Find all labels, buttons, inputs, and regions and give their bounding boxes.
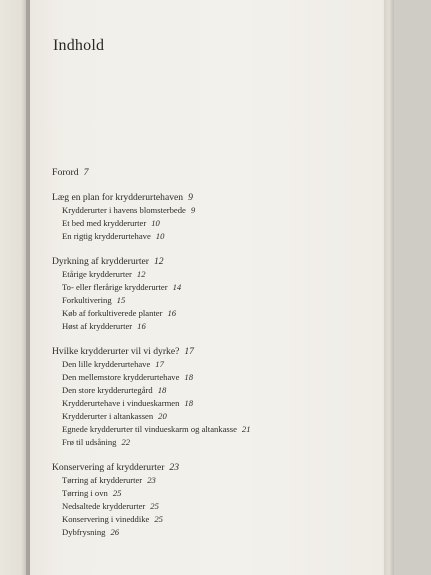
toc-page-number: 25: [112, 488, 122, 498]
toc-entry-label: Køb af forkultiverede planter: [62, 308, 163, 318]
toc-subentry: [52, 230, 384, 243]
toc-subentry: [52, 217, 384, 230]
toc-entry: [52, 255, 384, 268]
toc-subentry: [52, 513, 384, 526]
toc-subentry: [52, 410, 384, 423]
toc-subentry: [52, 204, 384, 217]
toc-entry-label: Hvilke krydderurter vil vi dyrke?: [52, 346, 180, 357]
toc-page-number: 9: [190, 205, 196, 215]
toc-page-number: 7: [83, 167, 89, 178]
toc-page-number: 17: [155, 359, 164, 369]
toc-entry-label: Den store krydderurtegård: [62, 385, 153, 395]
toc-entry-label: Frø til udsåning: [62, 437, 117, 447]
toc-entry-label: Krydderurtehave i vindueskarmen: [62, 398, 180, 408]
toc-page-number: 20: [158, 411, 167, 421]
toc-page-number: 21: [241, 424, 251, 434]
toc-entry-label: Tørring i ovn: [62, 488, 108, 498]
toc-entry-label: Høst af krydderurter: [62, 321, 133, 331]
toc-subentry: [52, 487, 384, 500]
toc-page-number: 26: [110, 527, 120, 537]
toc-page-number: 16: [137, 321, 146, 331]
section-gap: [52, 449, 384, 461]
toc-page-number: 23: [147, 475, 156, 485]
toc-page-number: 18: [184, 398, 193, 408]
toc-entry-label: Krydderurter i havens blomsterbede: [62, 205, 186, 215]
background: [394, 0, 431, 575]
toc-entry-label: Konservering i vineddike: [62, 514, 150, 524]
toc-entry-label: Et bed med krydderurter: [62, 218, 147, 228]
toc-entry-label: Konservering af krydderurter: [52, 462, 165, 473]
toc-entry: [52, 191, 384, 204]
toc-page-number: 12: [153, 256, 164, 267]
toc-page-number: 18: [157, 385, 167, 395]
section-gap: [52, 243, 384, 255]
table-of-contents: [52, 166, 384, 539]
toc-entry-label: Dybfrysning: [62, 527, 106, 537]
toc-entry: [52, 345, 384, 358]
toc-entry-label: Tørring af krydderurter: [62, 475, 143, 485]
toc-entry-label: Den mellemstore krydderurtehave: [62, 372, 180, 382]
toc-subentry: [52, 474, 384, 487]
toc-entry-label: Forkultivering: [62, 295, 112, 305]
page-title: Indhold: [53, 37, 105, 54]
toc-entry-label: En rigtig krydderurtehave: [62, 231, 151, 241]
toc-entry-label: Læg en plan for krydderurtehaven: [52, 192, 184, 203]
toc-page-number: 12: [136, 269, 146, 279]
toc-subentry: [52, 307, 384, 320]
toc-page-number: 18: [184, 372, 193, 382]
toc-subentry: [52, 320, 384, 333]
toc-entry-label: Forord: [52, 167, 79, 178]
toc-page-number: 23: [169, 462, 180, 473]
toc-entry-label: Krydderurter i altankassen: [62, 411, 154, 421]
toc-page-number: 14: [172, 282, 182, 292]
toc-page-number: 9: [188, 192, 193, 203]
toc-subentry: [52, 384, 384, 397]
toc-page-number: 17: [184, 346, 194, 357]
toc-entry-label: Egnede krydderurter til vindueskarm og altankasse: [62, 424, 237, 434]
toc-subentry: [52, 371, 384, 384]
toc-entry: [52, 166, 384, 179]
toc-entry-label: To- eller flerårige krydderurter: [62, 282, 168, 292]
toc-page-number: 10: [155, 231, 165, 241]
toc-subentry: [52, 268, 384, 281]
toc-subentry: [52, 294, 384, 307]
toc-entry-label: Etårige krydderurter: [62, 269, 132, 279]
toc-subentry: [52, 500, 384, 513]
toc-subentry: [52, 397, 384, 410]
toc-subentry: [52, 436, 384, 449]
toc-page-number: 25: [154, 514, 163, 524]
page-edge: [384, 0, 394, 575]
section-gap: [52, 333, 384, 345]
toc-subentry: [52, 281, 384, 294]
toc-page-number: 22: [121, 437, 131, 447]
toc-entry-label: Dyrkning af krydderurter: [52, 256, 149, 267]
toc-page-number: 25: [150, 501, 159, 511]
toc-page-number: 15: [116, 295, 126, 305]
toc-subentry: [52, 423, 384, 436]
toc-page-number: 16: [167, 308, 177, 318]
toc-subentry: [52, 526, 384, 539]
section-gap: [52, 179, 384, 191]
toc-entry-label: Nedsaltede krydderurter: [62, 501, 146, 511]
toc-entry-label: Den lille krydderurtehave: [62, 359, 151, 369]
toc-subentry: [52, 358, 384, 371]
toc-page-number: 10: [151, 218, 160, 228]
toc-entry: [52, 461, 384, 474]
